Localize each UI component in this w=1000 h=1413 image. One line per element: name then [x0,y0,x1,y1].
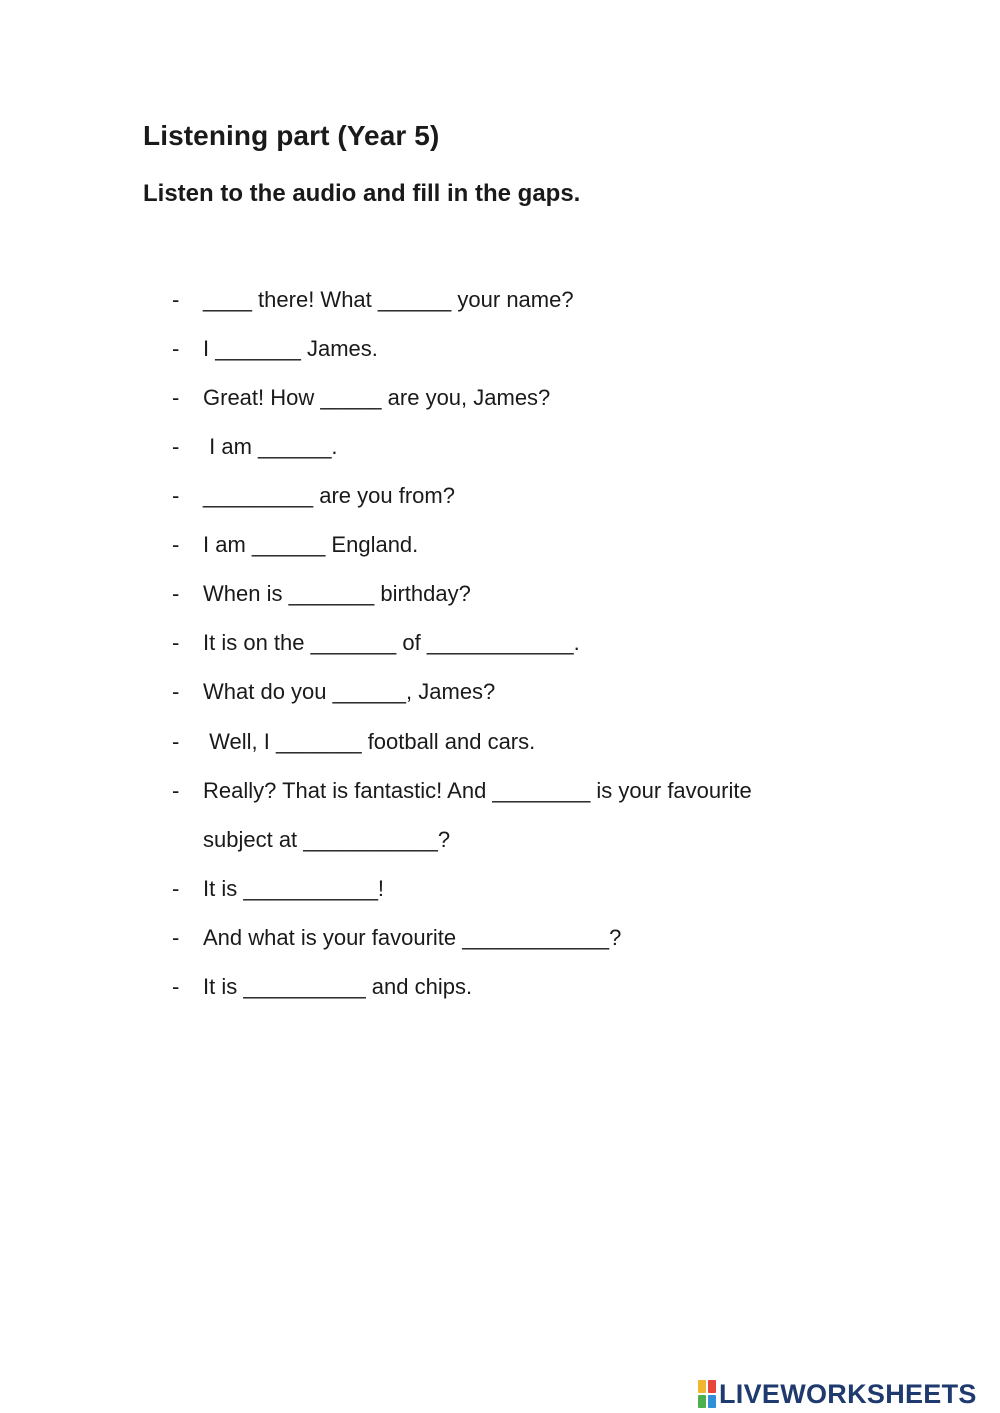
dialogue-text: I am ______ England. [203,532,419,557]
dialogue-text: Well, I _______ football and cars. [203,729,536,754]
dialogue-line-13 [0,923,1000,953]
dialogue-text: I _______ James. [203,336,378,361]
dialogue-line-3 [0,383,1000,413]
bullet-dash: - [172,876,180,901]
dialogue-text: ____ there! What ______ your name? [203,287,574,312]
bullet-dash: - [172,974,180,999]
bullet-dash: - [172,483,180,508]
dialogue-text: subject at ___________? [203,827,451,852]
bullet-dash: - [172,581,180,606]
dialogue-line-8 [0,628,1000,658]
worksheet-instruction: Listen to the audio and fill in the gaps. [143,180,581,207]
worksheet-title: Listening part (Year 5) [143,120,440,151]
dialogue-line-11-continued [0,825,1000,855]
dialogue-line-12 [0,874,1000,904]
dialogue-line-9 [0,677,1000,707]
bullet-dash: - [172,630,180,655]
dialogue-text: It is on the _______ of ____________. [203,630,580,655]
bullet-dash: - [172,336,180,361]
dialogue-text: And what is your favourite ____________? [203,925,622,950]
dialogue-text: Really? That is fantastic! And ________ is your favourite [203,778,752,803]
bullet-dash: - [172,925,180,950]
liveworksheets-logo [698,1378,977,1410]
dialogue-line-11 [0,776,1000,806]
bullet-dash: - [172,679,180,704]
dialogue-text: When is _______ birthday? [203,581,471,606]
dialogue-line-7 [0,579,1000,609]
dialogue-line-10 [0,727,1000,757]
dialogue-text: It is ___________! [203,876,385,901]
bullet-dash: - [172,778,180,803]
bullet-dash: - [172,532,180,557]
liveworksheets-brand-text: LIVEWORKSHEETS [719,1378,977,1409]
bullet-dash: - [172,287,180,312]
dialogue-text: I am ______. [203,434,338,459]
dialogue-text: Great! How _____ are you, James? [203,385,551,410]
dialogue-text: What do you ______, James? [203,679,496,704]
bullet-dash: - [172,729,180,754]
dialogue-line-4 [0,432,1000,462]
dialogue-line-5 [0,481,1000,511]
bullet-dash: - [172,385,180,410]
bullet-dash: - [172,434,180,459]
dialogue-line-1 [0,285,1000,315]
dialogue-text: It is __________ and chips. [203,974,473,999]
dialogue-line-14 [0,972,1000,1002]
dialogue-line-2 [0,334,1000,364]
dialogue-line-6 [0,530,1000,560]
dialogue-text: _________ are you from? [203,483,455,508]
liveworksheets-mark-icon [698,1380,716,1408]
